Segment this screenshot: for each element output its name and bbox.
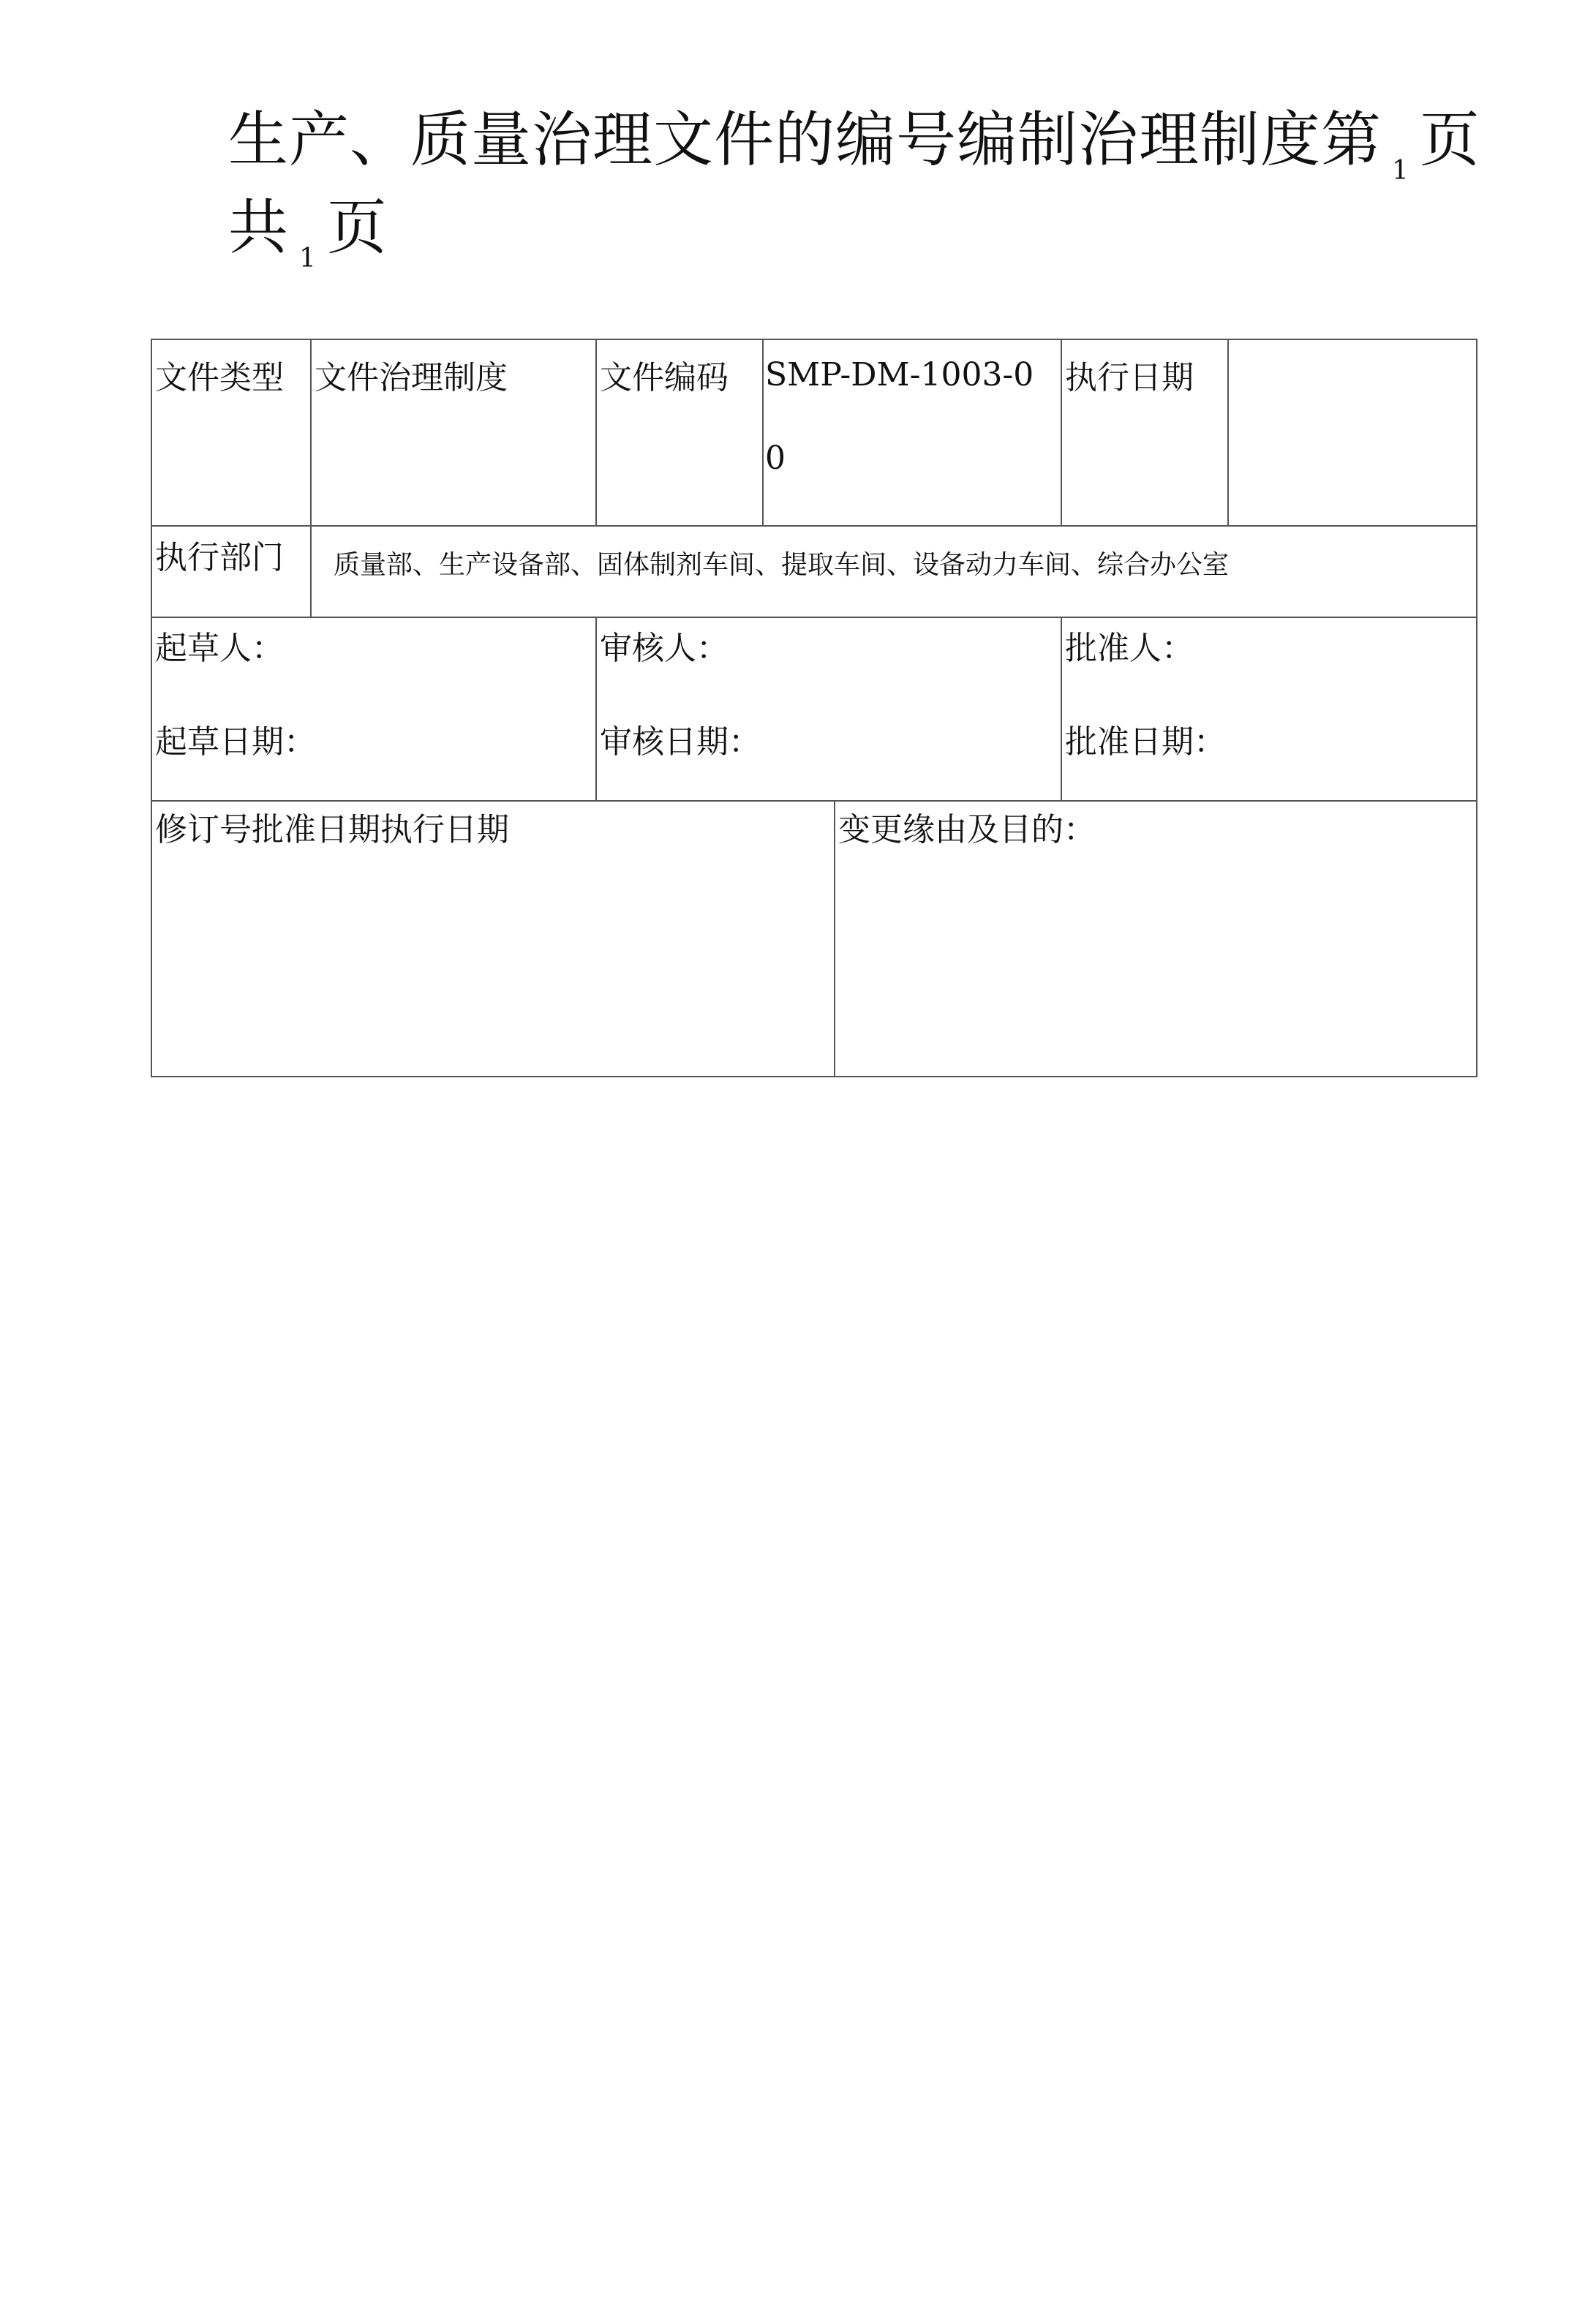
row-divider [152, 617, 1476, 618]
row-divider [152, 800, 1476, 802]
doc-code-label: 文件编码 [600, 359, 729, 396]
document-info-form [151, 339, 1478, 1077]
col-divider [1061, 617, 1062, 800]
change-reason-label: 变更缘由及目的： [838, 811, 1096, 848]
dept-value: 质量部、生产设备部、固体制剂车间、提取车间、设备动力车间、综合办公室 [334, 550, 1230, 580]
drafter-label: 起草人： [155, 630, 284, 667]
total-suffix: 页 [326, 193, 388, 263]
col-divider [762, 340, 764, 525]
total-prefix: 共 [228, 193, 290, 263]
approver-label: 批准人： [1065, 630, 1194, 667]
page-title [228, 102, 1486, 278]
revision-label: 修订号批准日期执行日期 [155, 811, 509, 848]
page-word: 页 [1419, 105, 1480, 175]
col-divider [1061, 340, 1062, 525]
exec-date-label: 执行日期 [1065, 359, 1194, 396]
col-divider [595, 617, 597, 800]
doc-type-label: 文件类型 [155, 359, 284, 396]
col-divider [310, 525, 312, 617]
draft-date-label: 起草日期： [155, 723, 316, 761]
page-current-number: 1 [1392, 156, 1409, 186]
col-divider [595, 340, 597, 525]
review-date-label: 审核日期： [600, 723, 761, 761]
approve-date-label: 批准日期： [1065, 723, 1226, 761]
dept-label: 执行部门 [155, 539, 284, 576]
doc-code-value-line2: 0 [765, 440, 786, 477]
page-total-number: 1 [299, 244, 317, 274]
col-divider [1227, 340, 1229, 525]
doc-code-value-line1: SMP-DM-1003-0 [765, 356, 1034, 393]
title-main: 生产、质量治理文件的编号编制治理制度第 [228, 105, 1382, 175]
doc-type-value: 文件治理制度 [315, 359, 508, 396]
row-divider [152, 525, 1476, 527]
col-divider [834, 800, 835, 1076]
reviewer-label: 审核人： [600, 630, 729, 667]
col-divider [310, 340, 312, 525]
